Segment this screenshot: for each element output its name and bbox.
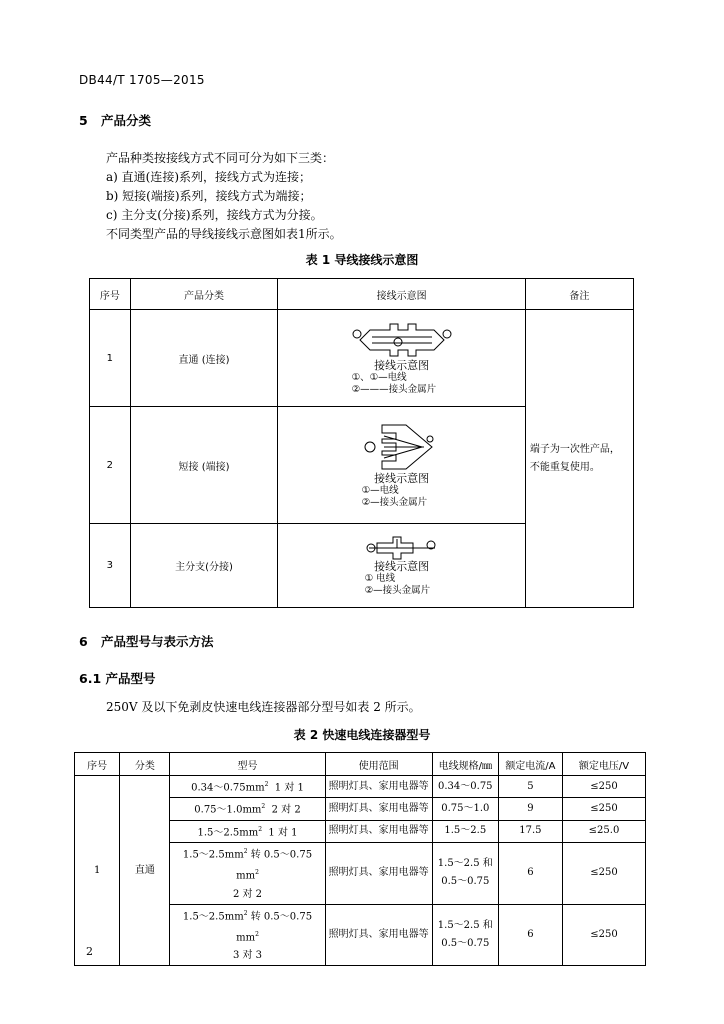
spec-cell [432, 842, 498, 904]
wiring-diagram [352, 320, 452, 396]
table-row [90, 310, 634, 407]
product-category: 主分支(分接) [130, 524, 278, 608]
current-cell: 6 [498, 904, 562, 966]
section-title: 产品分类 [101, 113, 152, 128]
column-header: 序号 [90, 279, 131, 310]
table-1-caption: 表 1 导线接线示意图 [305, 253, 419, 267]
branch-connector-diagram [365, 535, 439, 561]
product-category: 短接 (端接) [130, 407, 278, 524]
legend-line: ②—接头金属片 [364, 584, 431, 596]
column-header: 产品分类 [130, 279, 278, 310]
model-pairing: 1 对 1 [274, 782, 304, 794]
page-number: 2 [86, 945, 93, 958]
wiring-diagram-table [89, 278, 634, 608]
voltage-cell: ≤250 [563, 798, 646, 820]
spec-line: 0.5～0.75 [441, 876, 490, 888]
section-number: 6 [79, 634, 88, 649]
list-item: c) 主分支(分接)系列，接线方式为分接。 [106, 208, 323, 222]
column-header: 额定电压/V [563, 753, 646, 776]
legend-line: ① 电线 [364, 572, 396, 584]
model-cell [170, 820, 325, 842]
column-header: 分类 [120, 753, 170, 776]
model-size: 1.5～2.5mm [182, 910, 244, 922]
column-header: 电线规格/㎜ [432, 753, 498, 776]
group-number: 1 [75, 776, 120, 966]
usage-cell: 照明灯具、家用电器等 [325, 776, 432, 798]
spec-line: 1.5～2.5 和 [437, 858, 493, 870]
usage-cell: 照明灯具、家用电器等 [325, 798, 432, 820]
subsection-title: 产品型号 [105, 671, 156, 686]
diagram-title: 接线示意图 [374, 559, 430, 573]
model-pairing: 1 对 1 [268, 826, 298, 838]
model-size: 1.5～2.5mm [182, 849, 244, 861]
spec-cell [432, 904, 498, 966]
paragraph-line: 不同类型产品的导线接线示意图如表1所示。 [106, 227, 342, 241]
model-pairing: 2 对 2 [271, 804, 301, 816]
current-cell: 6 [498, 842, 562, 904]
table-header-row [90, 279, 634, 310]
diagram-cell [278, 407, 526, 524]
superscript: 2 [264, 781, 269, 788]
short-connector-diagram [362, 421, 442, 473]
connector-model-table [74, 752, 646, 966]
current-cell: 17.5 [498, 820, 562, 842]
section-title: 产品型号与表示方法 [101, 634, 214, 649]
column-header: 型号 [170, 753, 325, 776]
straight-connector-diagram [352, 320, 452, 360]
legend-line: ①、①—电线 [351, 372, 407, 383]
spec-line: 1.5～2.5 和 [437, 919, 493, 931]
subsection-number: 6.1 [79, 671, 102, 686]
table-row [75, 776, 646, 798]
subsection-6-1-heading [79, 669, 156, 687]
spec-cell: 0.75～1.0 [432, 798, 498, 820]
section-6-heading [79, 632, 214, 650]
table-2-caption: 表 2 快速电线连接器型号 [293, 728, 431, 742]
section-5-heading [79, 111, 151, 129]
row-number: 2 [90, 407, 131, 524]
paragraph-line: 产品种类按接线方式不同可分为如下三类： [106, 151, 335, 165]
usage-cell: 照明灯具、家用电器等 [325, 842, 432, 904]
column-header: 使用范围 [325, 753, 432, 776]
model-cell [170, 842, 325, 904]
superscript: 2 [258, 825, 263, 833]
model-pairing: 2 对 2 [232, 888, 263, 900]
voltage-cell: ≤250 [563, 904, 646, 966]
model-cell [170, 776, 325, 798]
superscript: 2 [255, 930, 259, 938]
usage-cell: 照明灯具、家用电器等 [325, 820, 432, 842]
model-cell [170, 904, 325, 966]
model-pairing: 3 对 3 [232, 950, 263, 962]
model-size: 0.75～1.0mm [194, 804, 262, 816]
legend-line: ②—接头金属片 [361, 497, 428, 508]
row-number: 1 [90, 310, 131, 407]
column-header: 序号 [75, 753, 120, 776]
column-header: 接线示意图 [278, 279, 526, 310]
spec-line: 0.5～0.75 [441, 937, 490, 949]
voltage-cell: ≤25.0 [563, 820, 646, 842]
superscript: 2 [255, 869, 259, 877]
spec-cell: 1.5～2.5 [432, 820, 498, 842]
list-item: a) 直通(连接)系列，接线方式为连接； [106, 170, 312, 184]
remark-line: 不能重复使用。 [529, 461, 600, 473]
legend-line: ②———接头金属片 [351, 384, 437, 395]
list-item: b) 短接(端接)系列，接线方式为端接； [106, 189, 312, 203]
remark-line: 端子为一次性产品， [529, 443, 620, 455]
row-number: 3 [90, 524, 131, 608]
diagram-title: 接线示意图 [374, 359, 430, 372]
wiring-diagram [365, 535, 439, 597]
group-category: 直通 [120, 776, 170, 966]
current-cell: 5 [498, 776, 562, 798]
model-cell [170, 798, 325, 820]
model-size: 0.34～0.75mm [191, 782, 265, 794]
model-conversion: 转 0.5～0.75 mm [236, 910, 313, 944]
document-header: DB44/T 1705—2015 [79, 73, 205, 87]
diagram-title: 接线示意图 [374, 472, 430, 485]
usage-cell: 照明灯具、家用电器等 [325, 904, 432, 966]
model-conversion: 转 0.5～0.75 mm [236, 849, 313, 882]
table-header-row [75, 753, 646, 776]
voltage-cell: ≤250 [563, 842, 646, 904]
diagram-cell [278, 524, 526, 608]
legend-line: ①—电线 [361, 485, 399, 496]
paragraph-line: 250V 及以下免剥皮快速电线连接器部分型号如表 2 所示。 [106, 700, 421, 714]
wiring-diagram [362, 421, 442, 509]
voltage-cell: ≤250 [563, 776, 646, 798]
diagram-cell [278, 310, 526, 407]
spec-cell: 0.34～0.75 [432, 776, 498, 798]
remark-cell [525, 310, 633, 608]
superscript: 2 [243, 909, 248, 917]
section-number: 5 [79, 113, 88, 128]
superscript: 2 [243, 847, 248, 855]
current-cell: 9 [498, 798, 562, 820]
model-size: 1.5～2.5mm [197, 826, 259, 838]
superscript: 2 [261, 803, 266, 811]
product-category: 直通 (连接) [130, 310, 278, 407]
column-header: 额定电流/A [498, 753, 562, 776]
column-header: 备注 [525, 279, 633, 310]
